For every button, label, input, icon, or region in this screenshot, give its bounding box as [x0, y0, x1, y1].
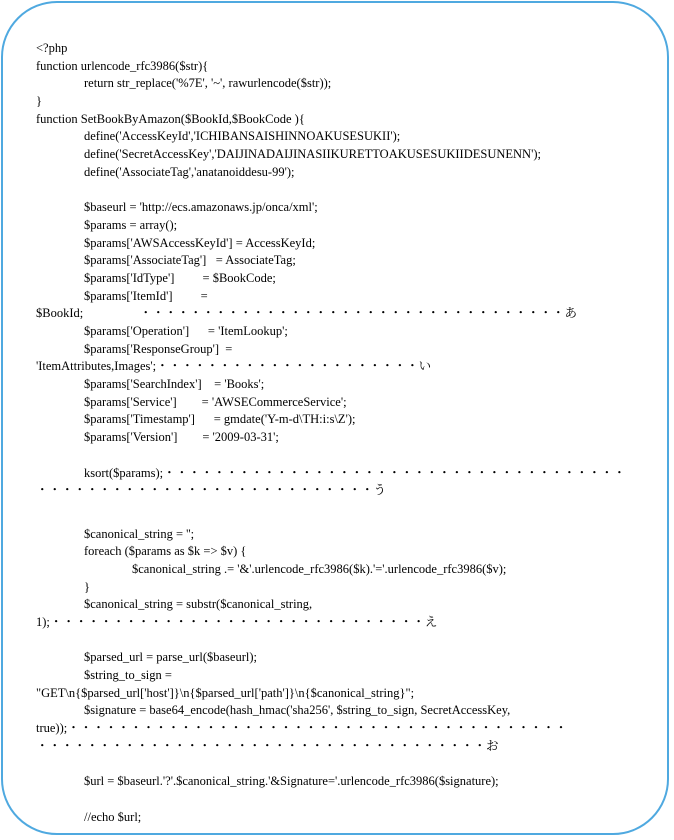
code-line: return str_replace('%7E', '~', rawurlencode($str)); [84, 76, 332, 91]
code-line: $baseurl = 'http://ecs.amazonaws.jp/onca/xml'; [84, 200, 318, 215]
code-line: $BookId; ・・・・・・・・・・・・・・・・・・・・・・・・・・・・・・・・・・あ [36, 306, 577, 321]
blank-line [36, 500, 656, 518]
code-line: function urlencode_rfc3986($str){ [36, 58, 209, 73]
code-line: <?php [36, 41, 68, 55]
code-line: ksort($params);・・・・・・・・・・・・・・・・・・・・・・・・・・・・・・・・・・・・・ [84, 465, 626, 480]
php-code-listing [36, 40, 656, 826]
code-line: $canonical_string = substr($canonical_string, [84, 597, 313, 612]
code-line: ・・・・・・・・・・・・・・・・・・・・・・・・・・・・・・・・・・・・お [36, 738, 499, 753]
code-line: "GET\n{$parsed_url['host']}\n{$parsed_url['path']}\n{$canonical_string}"; [36, 685, 415, 700]
code-line: define('AccessKeyId','ICHIBANSAISHINNOAKUSESUKII'); [84, 129, 401, 144]
code-line: $params['ResponseGroup'] = [84, 341, 233, 356]
blank-line [36, 447, 656, 465]
code-line: $params['Version'] = '2009-03-31'; [84, 430, 279, 445]
code-line: $signature = base64_encode(hash_hmac('sha256', $string_to_sign, SecretAccessKey, [84, 703, 511, 718]
code-line: define('SecretAccessKey','DAIJINADAIJINASIIKURETTOAKUSESUKIIDESUNENN'); [84, 147, 541, 162]
code-line: ・・・・・・・・・・・・・・・・・・・・・・・・・・・う [36, 483, 387, 498]
code-line: $parsed_url = parse_url($baseurl); [84, 650, 257, 665]
code-line: $params['AWSAccessKeyId'] = AccessKeyId; [84, 235, 316, 250]
code-line: $params['IdType'] = $BookCode; [84, 270, 276, 285]
code-line: $canonical_string .= '&'.urlencode_rfc3986($k).'='.urlencode_rfc3986($v); [132, 561, 507, 576]
blank-line [36, 518, 656, 526]
code-line: function SetBookByAmazon($BookId,$BookCode ){ [36, 111, 305, 126]
code-line: $params['Operation'] = 'ItemLookup'; [84, 324, 288, 338]
code-line: $params['AssociateTag'] = AssociateTag; [84, 253, 296, 268]
blank-line [36, 756, 656, 774]
code-line: $params['SearchIndex'] = 'Books'; [84, 377, 265, 392]
code-line: $string_to_sign = [84, 668, 172, 683]
code-line: true));・・・・・・・・・・・・・・・・・・・・・・・・・・・・・・・・・・・・・・・・ [36, 721, 568, 736]
code-line: } [84, 579, 90, 594]
code-line: } [36, 94, 42, 109]
code-line: 1);・・・・・・・・・・・・・・・・・・・・・・・・・・・・・・え [36, 615, 438, 629]
code-line: $params = array(); [84, 217, 178, 232]
code-line: 'ItemAttributes,Images';・・・・・・・・・・・・・・・・・・・・・い [36, 359, 432, 374]
code-line: foreach ($params as $k => $v) { [84, 544, 247, 559]
blank-line [36, 182, 656, 200]
code-line: $canonical_string = ''; [84, 526, 195, 541]
code-line: define('AssociateTag','anatanoiddesu-99'); [84, 164, 295, 179]
blank-line [36, 791, 656, 809]
code-line: $url = $baseurl.'?'.$canonical_string.'&Signature='.urlencode_rfc3986($signature); [84, 774, 499, 789]
blank-line [36, 632, 656, 650]
code-line: $params['Timestamp'] = gmdate('Y-m-d\TH:i:s\Z'); [84, 412, 356, 427]
code-line: //echo $url; [84, 809, 142, 824]
code-line: $params['ItemId'] = [84, 288, 208, 303]
code-line: $params['Service'] = 'AWSECommerceService'; [84, 394, 347, 409]
